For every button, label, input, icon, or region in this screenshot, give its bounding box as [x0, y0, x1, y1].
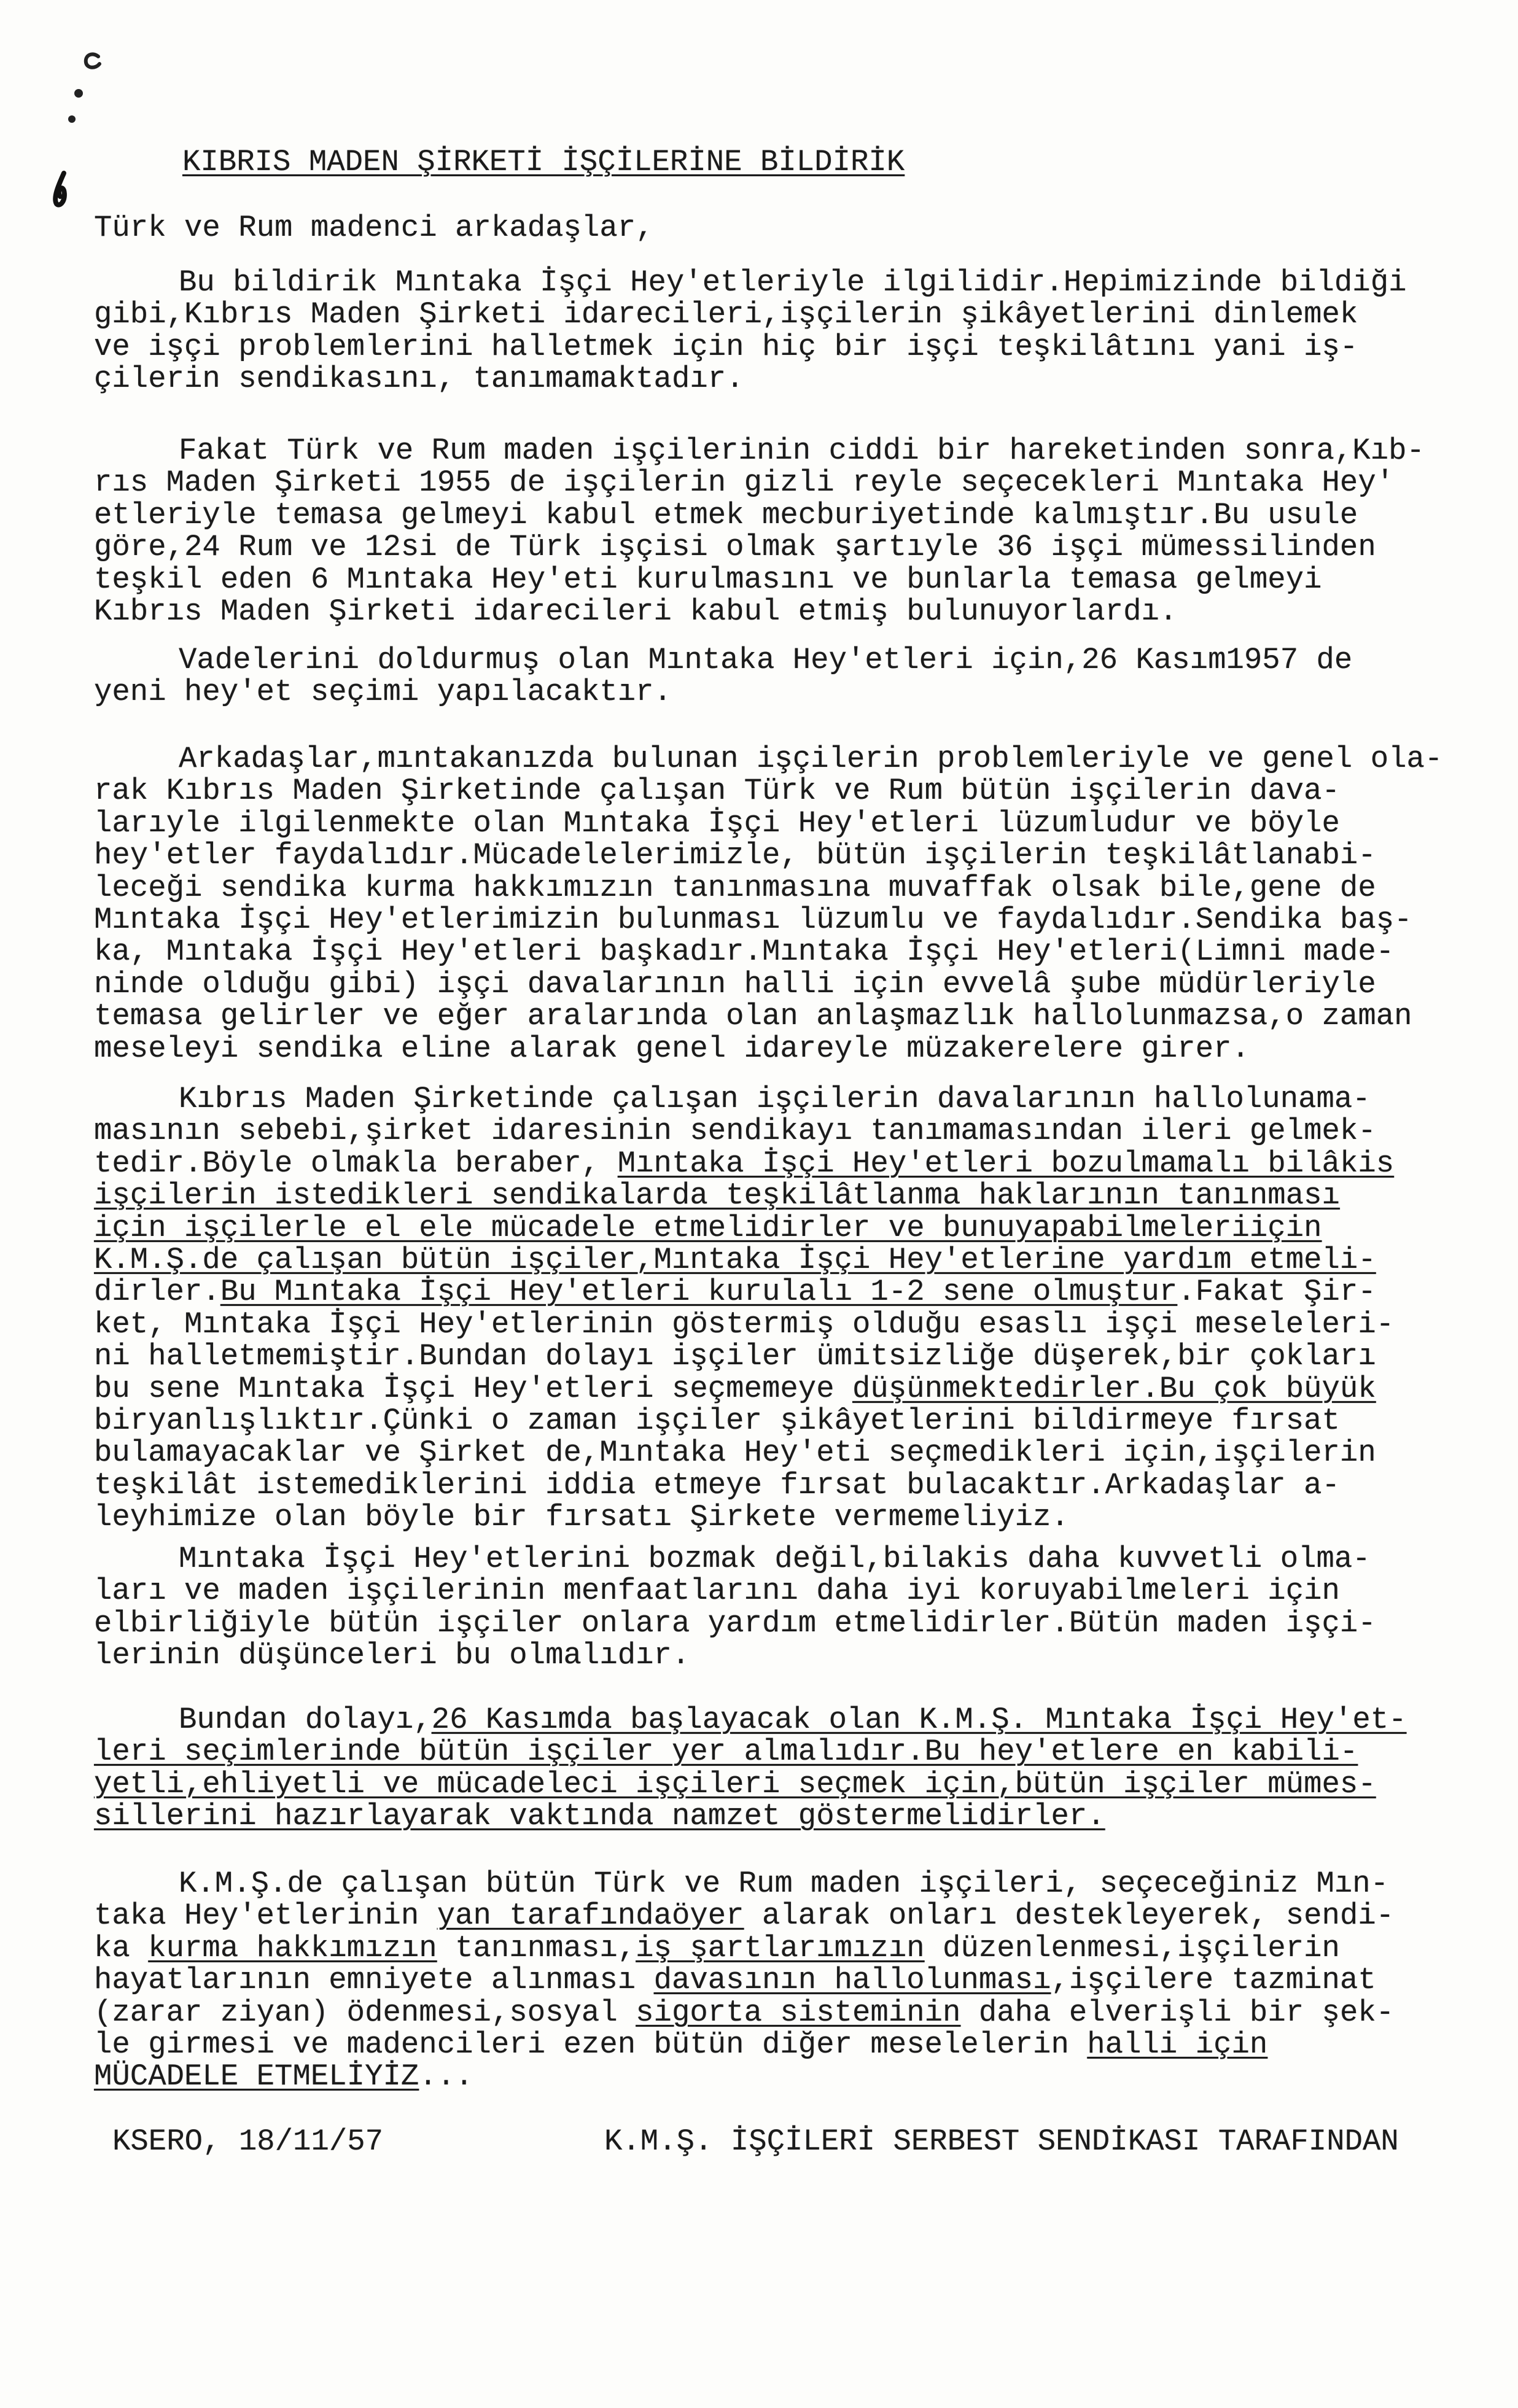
text-line [94, 564, 1425, 596]
text-segment: (zarar ziyan) ödenmesi,sosyal [94, 1995, 636, 2030]
underlined-text: iş şartlarımızın [636, 1930, 925, 1965]
text-segment: bu sene Mıntaka İşçi Hey'etleri seçmemeye [94, 1371, 853, 1406]
text-segment: leceği sendika kurma hakkımızın tanınmasına muvaffak olsak bile,gene de [94, 870, 1376, 905]
underlined-text: Mıntaka İşçi Hey'etleri bozulmamalı bilâkis [617, 1146, 1395, 1181]
underlined-text: halli için [1087, 2027, 1268, 2062]
underlined-text: yan tarafındaöyer [437, 1898, 744, 1933]
text-line [94, 872, 1442, 904]
text-segment: ,işçilere tazminat [1051, 1963, 1376, 1998]
text-line [94, 331, 1407, 363]
text-segment: teşkil eden 6 Mıntaka Hey'eti kurulmasını ve bunlarla temasa gelmeyi [94, 562, 1322, 597]
text-line [94, 676, 1352, 708]
text-line [94, 1179, 1394, 1211]
text-line [94, 644, 1352, 676]
text-line [94, 1932, 1394, 1964]
text-line [94, 1964, 1394, 1996]
text-line [94, 1469, 1394, 1501]
text-segment: ları ve maden işçilerinin menfaatlarını daha iyi koruyabilmeleri için [94, 1574, 1340, 1609]
text-segment: ka [94, 1930, 149, 1965]
text-line [94, 1212, 1394, 1244]
text-segment: ka, Mıntaka İşçi Hey'etleri başkadır.Mıntaka İşçi Hey'etleri(Limni made- [94, 934, 1395, 969]
text-segment: larıyle ilgilenmekte olan Mıntaka İşçi Hey'etleri lüzumludur ve böyle [94, 806, 1340, 841]
text-segment: Bu bildirik Mıntaka İşçi Hey'etleriyle ilgilidir.Hepimizinde bildiği [179, 265, 1407, 300]
text-line [94, 1340, 1394, 1372]
text-line [94, 363, 1407, 395]
text-line [94, 1575, 1376, 1607]
text-line [94, 1276, 1394, 1308]
underlined-text: sigorta sisteminin [636, 1995, 961, 2030]
text-segment: ninde olduğu gibi) işçi davalarının halli için evvelâ şube müdürleriyle [94, 966, 1376, 1001]
text-segment: gibi,Kıbrıs Maden Şirketi idarecileri,işçilerin şikâyetlerini dinlemek [94, 297, 1358, 332]
salutation: Türk ve Rum madenci arkadaşlar, [94, 211, 654, 245]
paragraph [94, 1868, 1394, 2093]
text-line [94, 1308, 1394, 1340]
text-segment: Mıntaka İşçi Hey'etlerimizin bulunması lüzumlu ve faydalıdır.Sendika baş- [94, 902, 1412, 937]
text-line [94, 1373, 1394, 1405]
underlined-text: davasının hallolunması [653, 1963, 1051, 1998]
text-segment: ni halletmemiştir.Bundan dolayı işçiler ümitsizliğe düşerek,bir çokları [94, 1339, 1376, 1374]
underlined-text: Bu Mıntaka İşçi Hey'etleri kurulalı 1-2 sene olmuştur [220, 1275, 1178, 1310]
text-segment: ... [419, 2059, 473, 2094]
text-segment: daha elverişli bir şek- [960, 1995, 1395, 2030]
text-segment: hey'etler faydalıdır.Mücadelelerimizle, bütün işçilerin teşkilâtlanabi- [94, 838, 1376, 873]
text-line [94, 1607, 1376, 1639]
text-line [94, 467, 1425, 499]
text-line [94, 1736, 1407, 1768]
text-line [94, 1437, 1394, 1469]
text-line [94, 1900, 1394, 1932]
document-title: KIBRIS MADEN ŞİRKETİ İŞÇİLERİNE BİLDİRİK [182, 145, 905, 179]
text-segment: K.M.Ş.de çalışan bütün Türk ve Rum maden işçileri, seçeceğiniz Mın- [179, 1866, 1389, 1901]
text-line [94, 2029, 1394, 2060]
text-line [94, 1083, 1394, 1115]
text-segment: göre,24 Rum ve 12si de Türk işçisi olmak şartıyle 36 işçi mümessilinden [94, 530, 1376, 565]
text-line [94, 531, 1425, 563]
text-line [94, 1405, 1394, 1437]
underlined-text: yetli,ehliyetli ve mücadeleci işçileri seçmek için,bütün işçiler mümes- [94, 1766, 1376, 1801]
text-segment: bulamayacaklar ve Şirket de,Mıntaka Hey'eti seçmedikleri için,işçilerin [94, 1435, 1376, 1470]
text-line [94, 807, 1442, 839]
paragraph [94, 435, 1425, 627]
text-segment: rak Kıbrıs Maden Şirketinde çalışan Türk ve Rum bütün işçilerin dava- [94, 774, 1340, 809]
text-segment: le girmesi ve madencileri ezen bütün diğer meselelerin [94, 2027, 1088, 2062]
text-segment: temasa gelirler ve eğer aralarında olan anlaşmazlık hallolunmazsa,o zaman [94, 999, 1412, 1034]
text-line [94, 1244, 1394, 1276]
text-segment: biryanlışlıktır.Çünki o zaman işçiler şikâyetlerini bildirmeye fırsat [94, 1403, 1340, 1438]
text-line [94, 499, 1425, 531]
paragraph [94, 1704, 1407, 1833]
text-line [94, 1115, 1394, 1147]
text-segment: alarak onları destekleyerek, sendi- [744, 1898, 1395, 1933]
text-segment: Kıbrıs Maden Şirketi idarecileri kabul etmiş bulunuyorlardı. [94, 594, 1178, 629]
text-segment: ket, Mıntaka İşçi Hey'etlerinin göstermiş olduğu esaslı işçi meseleleri- [94, 1307, 1395, 1342]
text-segment: ve işçi problemlerini halletmek için hiç bir işçi teşkilâtını yani iş- [94, 329, 1358, 364]
underlined-text: işçilerin istedikleri sendikalarda teşkilâtlanma haklarının tanınması [94, 1178, 1340, 1213]
text-segment: yeni hey'et seçimi yapılacaktır. [94, 675, 672, 710]
text-line [94, 1000, 1442, 1032]
text-line [94, 1148, 1394, 1179]
text-segment: Kıbrıs Maden Şirketinde çalışan işçilerin davalarının hallolunama- [179, 1082, 1371, 1116]
text-line [94, 1501, 1394, 1533]
text-segment: dirler. [94, 1275, 220, 1310]
text-segment: leyhimize olan böyle bir fırsatı Şirkete vermemeliyiz. [94, 1500, 1069, 1535]
text-segment: tedir.Böyle olmakla beraber, [94, 1146, 618, 1181]
text-line [94, 1800, 1407, 1832]
text-line [94, 298, 1407, 330]
text-line [94, 1997, 1394, 2029]
text-line [94, 1543, 1376, 1575]
text-segment: elbirliğiyle bütün işçiler onlara yardım etmelidirler.Bütün maden işçi- [94, 1606, 1376, 1641]
handwritten-mark [0, 0, 160, 221]
text-line [94, 904, 1442, 936]
place-date: KSERO, 18/11/57 [112, 2124, 384, 2159]
underlined-text: kurma hakkımızın [148, 1930, 437, 1965]
text-line [94, 1639, 1376, 1671]
underlined-text: düşünmektedirler.Bu çok büyük [852, 1371, 1376, 1406]
text-segment: hayatlarının emniyete alınması [94, 1963, 654, 1998]
text-segment: rıs Maden Şirketi 1955 de işçilerin gizli reyle seçecekleri Mıntaka Hey' [94, 465, 1395, 500]
text-line [94, 839, 1442, 871]
text-segment: masının sebebi,şirket idaresinin sendikayı tanımamasından ileri gelmek- [94, 1114, 1376, 1149]
text-segment: Arkadaşlar,mıntakanızda bulunan işçilerin problemleriyle ve genel ola- [179, 742, 1443, 776]
text-line [94, 1033, 1442, 1065]
text-segment: Mıntaka İşçi Hey'etlerini bozmak değil,bilakis daha kuvvetli olma- [179, 1542, 1371, 1576]
text-segment: lerinin düşünceleri bu olmalıdır. [94, 1638, 690, 1673]
text-line [94, 1868, 1394, 1900]
underlined-text: sillerini hazırlayarak vaktında namzet göstermelidirler. [94, 1799, 1105, 1834]
signature: K.M.Ş. İŞÇİLERİ SERBEST SENDİKASI TARAFINDAN [604, 2124, 1399, 2159]
text-segment: meseleyi sendika eline alarak genel idareyle müzakerelere girer. [94, 1031, 1250, 1066]
text-segment: tanınması, [437, 1930, 636, 1965]
underlined-text: 26 Kasımda başlayacak olan K.M.Ş. Mıntaka İşçi Hey'et- [431, 1703, 1407, 1737]
text-line [94, 596, 1425, 627]
text-line [94, 1704, 1407, 1736]
text-line [94, 1768, 1407, 1800]
text-line [94, 743, 1442, 775]
paragraph [94, 743, 1442, 1065]
text-segment: Bundan dolayı, [179, 1703, 432, 1737]
text-segment: teşkilât istemediklerini iddia etmeye fırsat bulacaktır.Arkadaşlar a- [94, 1467, 1340, 1502]
text-segment: Vadelerini doldurmuş olan Mıntaka Hey'etleri için,26 Kasım1957 de [179, 643, 1353, 677]
paragraph [94, 266, 1407, 395]
paragraph [94, 1083, 1394, 1533]
paragraph [94, 1543, 1376, 1672]
text-segment: düzenlenmesi,işçilerin [924, 1930, 1340, 1965]
underlined-text: leri seçimlerinde bütün işçiler yer almalıdır.Bu hey'etlere en kabili- [94, 1734, 1358, 1769]
text-line [94, 266, 1407, 298]
text-segment: taka Hey'etlerinin [94, 1898, 437, 1933]
text-segment: etleriyle temasa gelmeyi kabul etmek mecburiyetinde kalmıştır.Bu usule [94, 497, 1358, 532]
underlined-text: için işçilerle el ele mücadele etmelidirler ve bunuyapabilmeleriiçin [94, 1210, 1322, 1245]
text-line [94, 2060, 1394, 2092]
text-line [94, 936, 1442, 968]
text-line [94, 968, 1442, 1000]
text-line [94, 435, 1425, 467]
text-line [94, 775, 1442, 807]
text-segment: Fakat Türk ve Rum maden işçilerinin ciddi bir hareketinden sonra,Kıb- [179, 433, 1425, 468]
text-segment: .Fakat Şir- [1177, 1275, 1376, 1310]
text-segment: çilerin sendikasını, tanımamaktadır. [94, 362, 744, 397]
underlined-text: MÜCADELE ETMELİYİZ [94, 2059, 419, 2094]
underlined-text: K.M.Ş.de çalışan bütün işçiler,Mıntaka İşçi Hey'etlerine yardım etmeli- [94, 1242, 1376, 1277]
paragraph [94, 644, 1352, 709]
